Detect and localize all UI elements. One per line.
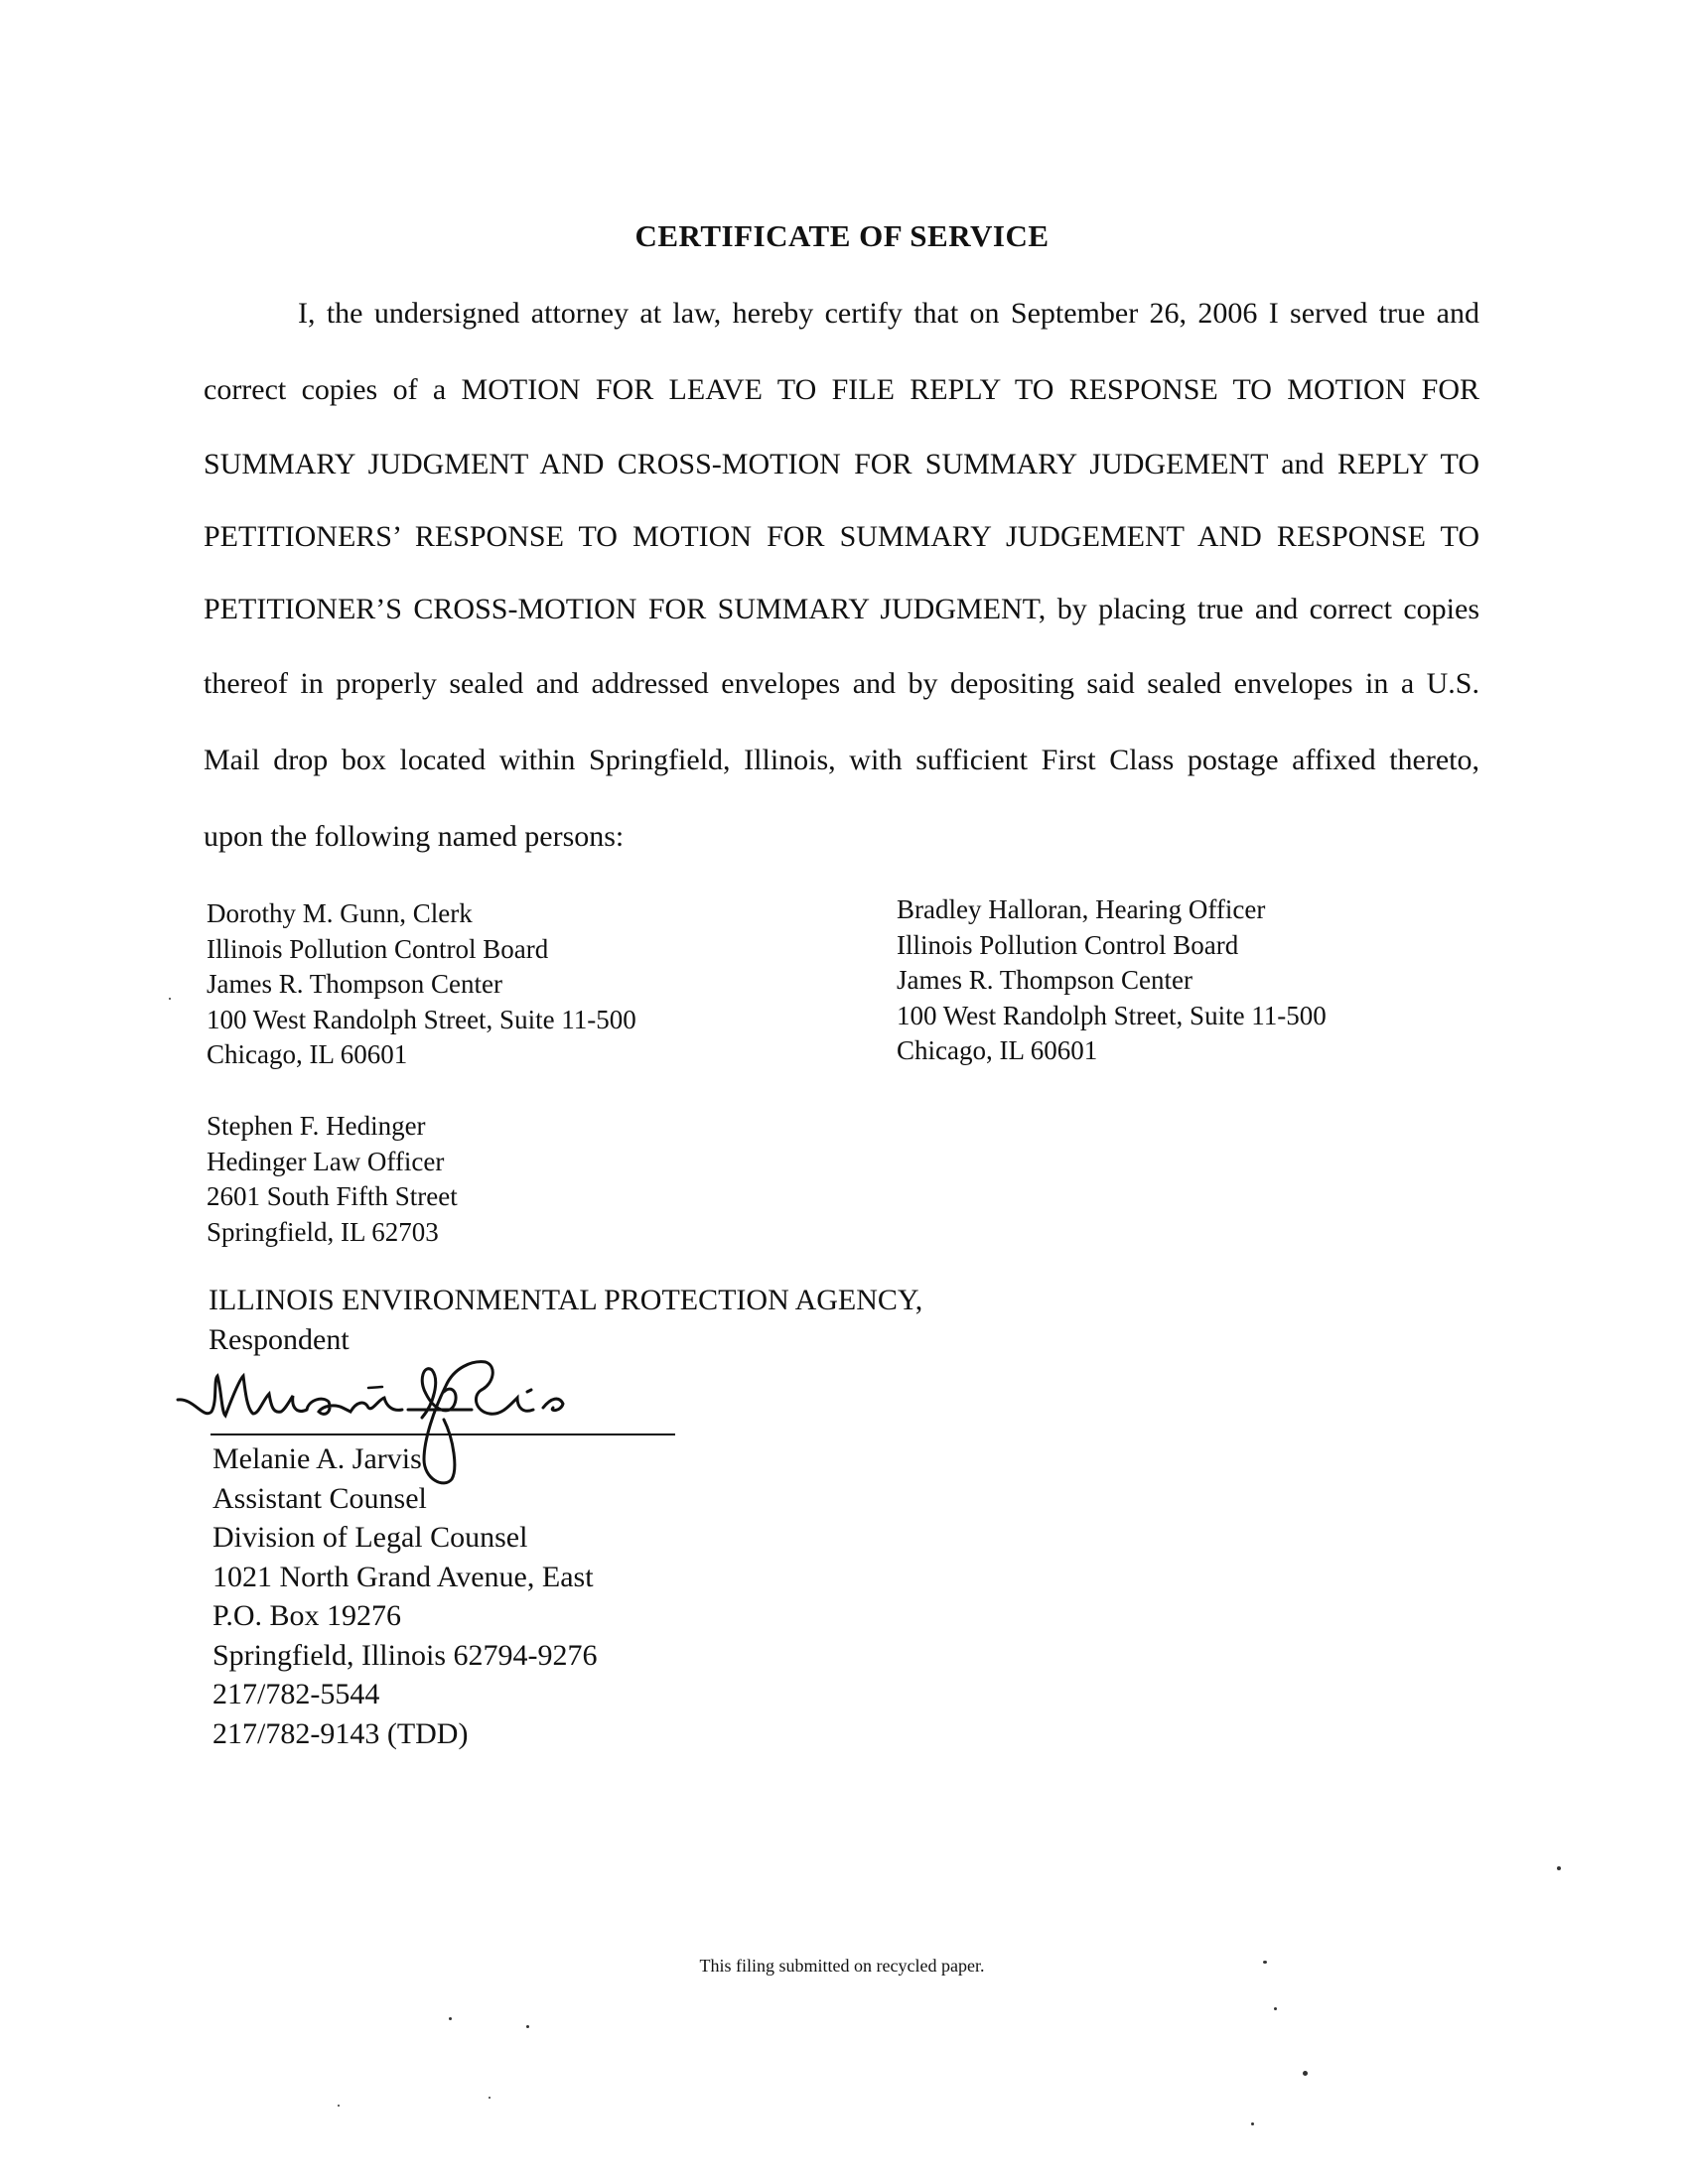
scan-speck [1557,1866,1561,1870]
counsel-line: 1021 North Grand Avenue, East [212,1560,594,1593]
address-line: Illinois Pollution Control Board [897,929,1239,960]
scan-speck [1263,1961,1267,1964]
document-title: CERTIFICATE OF SERVICE [634,218,1050,253]
counsel-line: Assistant Counsel [212,1481,427,1515]
signature-line [210,1433,675,1435]
address-line: Illinois Pollution Control Board [207,933,549,964]
recipient-address-gunn [207,896,636,1073]
address-line: 2601 South Fifth Street [207,1181,458,1211]
scan-speck [169,998,171,1000]
address-line: James R. Thompson Center [207,969,502,999]
signature-stroke [178,1376,402,1416]
body-line: Mail drop box located within Springfield, Illinois, with sufficient First Class postage affixed thereto, [204,744,1479,776]
address-line: Chicago, IL 60601 [897,1035,1098,1065]
scan-speck [449,2017,452,2020]
address-line: Hedinger Law Officer [207,1146,445,1176]
signature-stroke [368,1387,382,1388]
body-line: correct copies of a MOTION FOR LEAVE TO FILE REPLY TO RESPONSE TO MOTION FOR [204,373,1479,406]
address-line: James R. Thompson Center [897,965,1193,995]
body-line: thereof in properly sealed and addressed envelopes and by depositing said sealed envelopes in a U.S. [204,667,1479,700]
counsel-line: 217/782-5544 [212,1678,380,1710]
scan-speck [338,2105,340,2107]
scan-speck [489,2097,491,2099]
recipient-address-halloran [897,892,1327,1069]
body-line: upon the following named persons: [204,820,625,853]
counsel-line: 217/782-9143 (TDD) [212,1716,469,1750]
agency-name: ILLINOIS ENVIRONMENTAL PROTECTION AGENCY, [209,1284,923,1316]
scan-speck [1274,2007,1277,2010]
agency-role: Respondent [209,1323,350,1356]
scan-speck [526,2025,529,2028]
address-line: 100 West Randolph Street, Suite 11-500 [897,1000,1327,1030]
address-line: Bradley Halloran, Hearing Officer [897,894,1266,924]
body-line: PETITIONERS’ RESPONSE TO MOTION FOR SUMMARY JUDGEMENT AND RESPONSE TO [204,520,1479,553]
body-line: I, the undersigned attorney at law, hereby certify that on September 26, 2006 I served true and [298,297,1479,330]
counsel-line: Springfield, Illinois 62794-9276 [212,1638,598,1672]
counsel-line: Melanie A. Jarvis [212,1442,422,1475]
address-line: Chicago, IL 60601 [207,1039,408,1069]
address-line: Springfield, IL 62703 [207,1216,439,1247]
body-line: PETITIONER’S CROSS-MOTION FOR SUMMARY JUDGMENT, by placing true and correct copies [204,593,1479,625]
footer-note: This filing submitted on recycled paper. [699,1956,985,1976]
address-line: Stephen F. Hedinger [207,1111,426,1141]
address-line: 100 West Randolph Street, Suite 11-500 [207,1004,636,1034]
counsel-block [212,1439,597,1753]
body-line: SUMMARY JUDGMENT AND CROSS-MOTION FOR SUMMARY JUDGEMENT and REPLY TO [204,448,1479,480]
signature-stroke [408,1369,472,1418]
recipient-address-hedinger [207,1109,458,1250]
counsel-line: Division of Legal Counsel [212,1521,528,1554]
scan-speck [1303,2071,1308,2076]
counsel-line: P.O. Box 19276 [212,1599,402,1632]
address-line: Dorothy M. Gunn, Clerk [207,898,473,928]
scan-speck [1251,2122,1254,2125]
